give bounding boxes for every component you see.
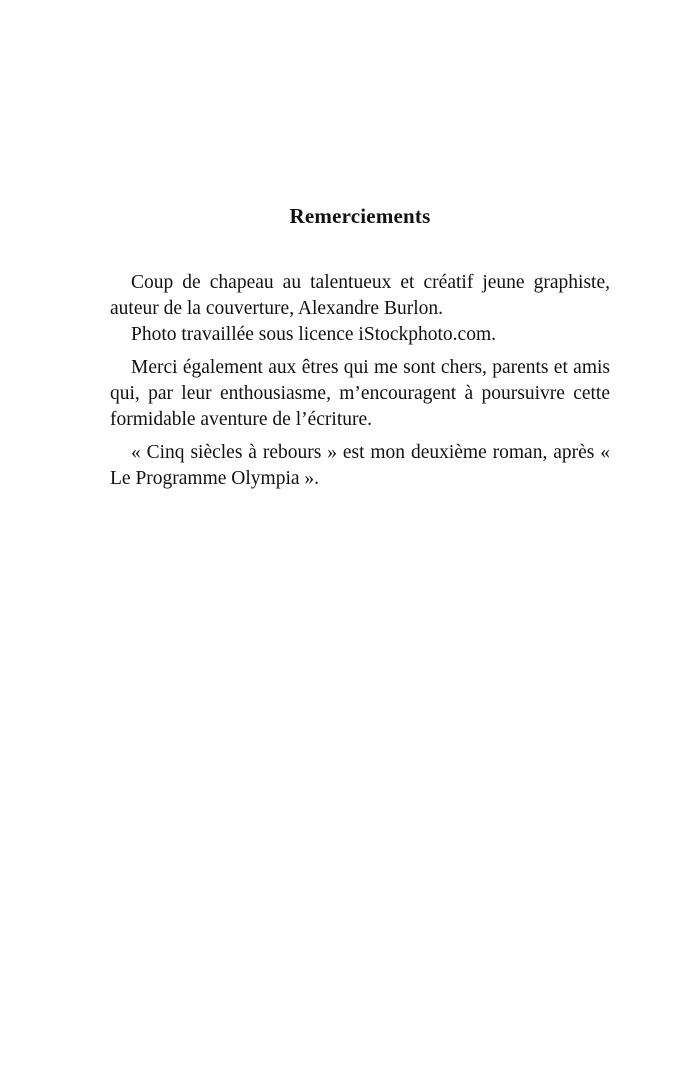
acknowledgements-text: [110, 270, 610, 492]
paragraph-novel-info: « Cinq siècles à rebours » est mon deuxième roman, après « Le Programme Olympia ».: [110, 442, 610, 489]
page-title: Remerciements: [289, 204, 431, 228]
book-page: [110, 0, 610, 1080]
paragraph-photo-license: Photo travaillée sous licence iStockphoto.com.: [131, 324, 497, 345]
paragraph-thanks-family: Merci également aux êtres qui me sont chers, parents et amis qui, par leur enthousiasme, m’encouragent à poursuivre cette formidable aventure de l’écriture.: [110, 357, 610, 430]
paragraph-cover-credit: Coup de chapeau au talentueux et créatif jeune graphiste, auteur de la couverture, Alexandre Burlon.: [110, 272, 610, 319]
